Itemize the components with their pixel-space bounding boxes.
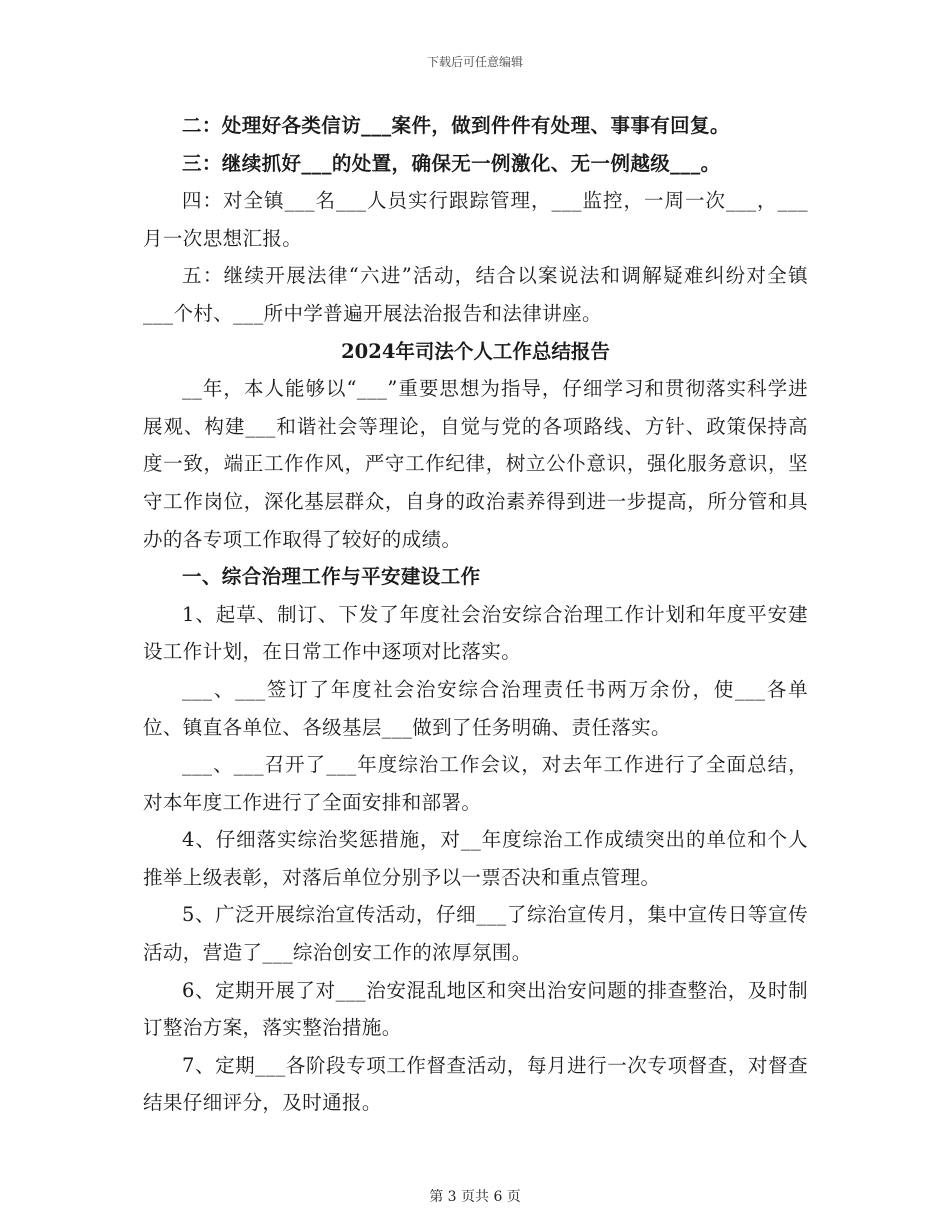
page-header: 下载后可任意编辑 xyxy=(426,55,523,69)
page-footer: 第 3 页共 6 页 xyxy=(429,1189,521,1205)
document-title: 2024年司法个人工作总结报告 xyxy=(341,339,610,363)
paragraph-item-4: 四：对全镇___名___人员实行跟踪管理，___监控，一周一次___，___月一次思想汇报。 xyxy=(143,189,808,250)
list-item-1: 1、起草、制订、下发了年度社会治安综合治理工作计划和年度平安建设工作计划，在日常工作中逐项对比落实。 xyxy=(143,602,808,664)
list-item-4: 4、仔细落实综治奖惩措施，对__年度综治工作成绩突出的单位和个人推举上级表彰，对落后单位分别予以一票否决和重点管理。 xyxy=(143,828,808,889)
paragraph-item-3: 三：继续抓好___的处置，确保无一例激化、无一例越级___。 xyxy=(182,151,721,175)
document-body xyxy=(143,107,808,1122)
list-item-2: ___、___签订了年度社会治安综合治理责任书两万余份，使___各单位、镇直各单位、各级基层___做到了任务明确、责任落实。 xyxy=(143,677,808,739)
list-item-7: 7、定期___各阶段专项工作督查活动，每月进行一次专项督查，对督查结果仔细评分，及时通报。 xyxy=(143,1053,808,1115)
list-item-3: ___、___召开了___年度综治工作会议，对去年工作进行了全面总结，对本年度工作进行了全面安排和部署。 xyxy=(143,753,808,814)
list-item-6: 6、定期开展了对___治安混乱地区和突出治安问题的排查整治，及时制订整治方案，落实整治措施。 xyxy=(143,978,808,1040)
intro-paragraph: __年，本人能够以“___”重要思想为指导，仔细学习和贯彻落实科学进展观、构建___和谐社会等理论，自觉与党的各项路线、方针、政策保持高度一致，端正工作作风，严守工作纪律，树立公仆意识，强化服务意识，坚守工作岗位，深化基层群众，自身的政治素养得到进一步提高，所分管和具办的各专项工作取得了较好的成绩。 xyxy=(143,377,808,551)
section-heading: 一、综合治理工作与平安建设工作 xyxy=(182,565,481,589)
list-item-5: 5、广泛开展综治宣传活动，仔细___了综治宣传月，集中宣传日等宣传活动，营造了___综治创安工作的浓厚氛围。 xyxy=(143,903,808,965)
paragraph-item-2: 二：处理好各类信访___案件，做到件件有处理、事事有回复。 xyxy=(182,114,730,137)
paragraph-item-5: 五：继续开展法律“六进”活动，结合以案说法和调解疑难纠纷对全镇___个村、___所中学普遍开展法治报告和法律讲座。 xyxy=(143,264,808,325)
